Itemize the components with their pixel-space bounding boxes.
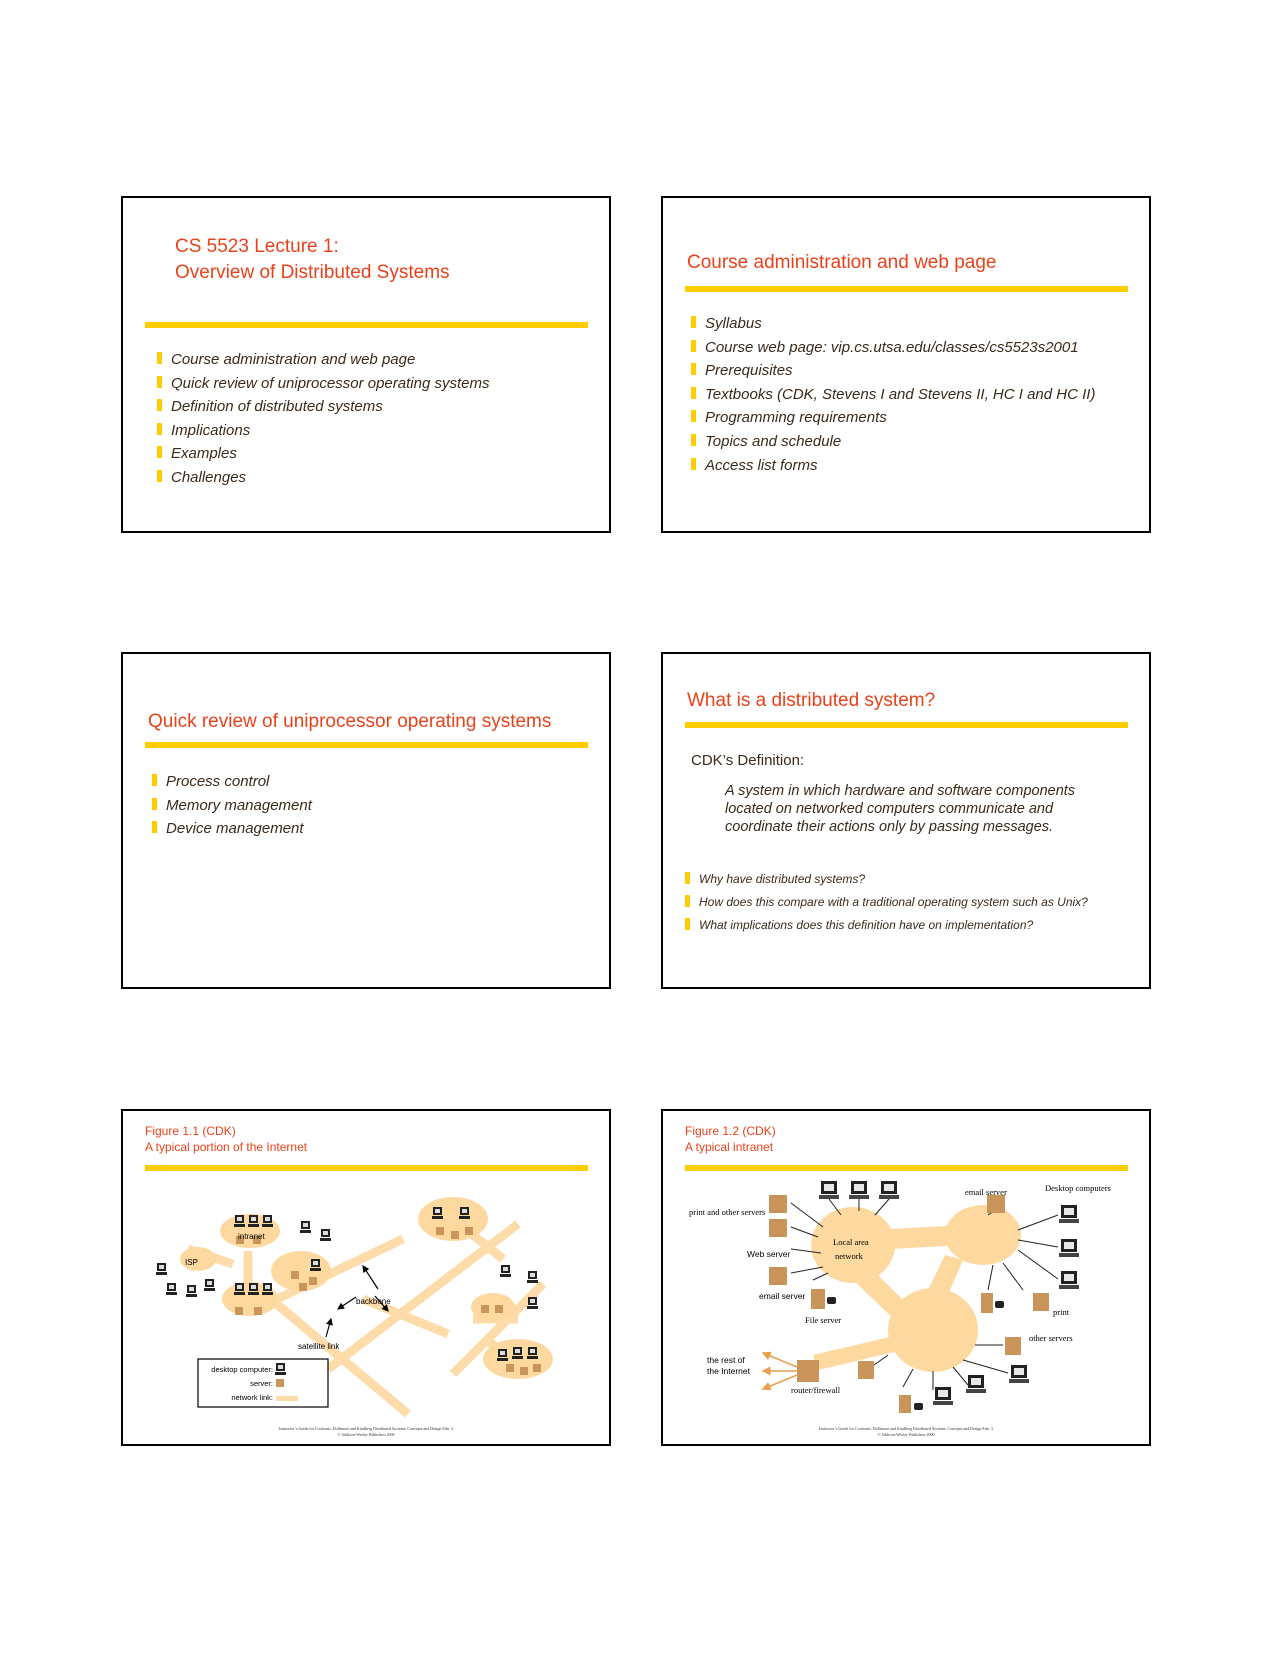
bullet-item: Prerequisites (691, 359, 1095, 383)
bullet-item: Definition of distributed systems (157, 395, 489, 419)
intranet-label: intranet (238, 1232, 265, 1241)
internet-arrows (763, 1353, 797, 1389)
bullet-item: Examples (157, 442, 489, 466)
bullet-item: How does this compare with a traditional operating system such as Unix? (685, 891, 1088, 914)
figure-title-line-2: A typical portion of the Internet (145, 1140, 308, 1154)
file-server-label: File server (805, 1315, 842, 1325)
slide-3 (121, 652, 611, 989)
bullet-item: Course administration and web page (157, 348, 489, 372)
legend-link-swatch (276, 1396, 298, 1401)
email-server-top-label: email server (965, 1187, 1007, 1197)
email-server-label: email server (759, 1291, 806, 1301)
lan-label-line-1: Local area (833, 1237, 869, 1247)
slide-footer (663, 1426, 1149, 1438)
other-servers-label: other servers (1029, 1333, 1073, 1343)
definition-text (725, 782, 1075, 836)
figure-title-line-1: Figure 1.2 (CDK) (685, 1124, 776, 1138)
definition-line-3: coordinate their actions only by passing messages. (725, 819, 1054, 835)
bullet-list (685, 868, 1088, 937)
slide-title (175, 234, 450, 286)
title-line-2: Overview of Distributed Systems (175, 262, 450, 283)
slide-6 (661, 1109, 1151, 1446)
figure-title-line-2: A typical intranet (685, 1140, 774, 1154)
print-label: print (1053, 1307, 1070, 1317)
definition-line-2: located on networked computers communicate and (725, 801, 1054, 817)
footer-line-1: Instructor’s Guide for Coulouris, Dollimore and Kindberg Distributed Systems: Concepts and Design Edn. 3 (819, 1426, 993, 1431)
slide-4 (661, 652, 1151, 989)
footer-line-1: Instructor’s Guide for Coulouris, Dollimore and Kindberg Distributed Systems: Concepts and Design Edn. 3 (279, 1426, 453, 1431)
satellite-label: satellite link (298, 1342, 340, 1351)
figure-title-line-1: Figure 1.1 (CDK) (145, 1124, 236, 1138)
footer-line-2: © Addison-Wesley Publishers 2000 (337, 1432, 395, 1437)
desktop-computers-label: Desktop computers (1045, 1183, 1111, 1193)
bullet-item: Process control (152, 770, 312, 794)
bullet-item: What implications does this definition have on implementation? (685, 914, 1088, 937)
title-rule (145, 742, 588, 748)
intranet-diagram (663, 1175, 1149, 1415)
router-label: router/firewall (791, 1385, 841, 1395)
slide-footer (123, 1426, 609, 1438)
lan-shapes (811, 1205, 1021, 1372)
bullet-item: Syllabus (691, 312, 1095, 336)
lan-label-line-2: network (835, 1251, 863, 1261)
legend-server-label: server: (250, 1379, 273, 1388)
bullet-item: Programming requirements (691, 406, 1095, 430)
legend-server-icon (276, 1379, 284, 1387)
title-rule (685, 1165, 1128, 1171)
bullet-list (152, 770, 312, 841)
definition-line-1: A system in which hardware and software components (725, 783, 1076, 799)
footer-line-2: © Addison-Wesley Publishers 2000 (877, 1432, 935, 1437)
legend-desktop-label: desktop computer: (211, 1365, 273, 1374)
definition-label: CDK’s Definition: (691, 752, 805, 769)
internet-diagram (123, 1179, 609, 1419)
figure-title (685, 1123, 776, 1155)
bullet-list (691, 312, 1095, 477)
legend-desktop-icon (275, 1363, 286, 1375)
title-rule (685, 286, 1128, 292)
bullet-item: Challenges (157, 466, 489, 490)
figure-title (145, 1123, 307, 1155)
title-rule (685, 722, 1128, 728)
bullet-item: Implications (157, 419, 489, 443)
rest-label-line-1: the rest of (707, 1355, 745, 1365)
slide-1 (121, 196, 611, 533)
bullet-item: Memory management (152, 794, 312, 818)
legend-link-label: network link: (231, 1393, 273, 1402)
slide-2 (661, 196, 1151, 533)
bullet-item: Course web page: vip.cs.utsa.edu/classes/cs5523s2001 (691, 336, 1095, 360)
slide-title: What is a distributed system? (687, 690, 936, 711)
slide-5 (121, 1109, 611, 1446)
bullet-item: Textbooks (CDK, Stevens I and Stevens II, HC I and HC II) (691, 383, 1095, 407)
slide-title: Course administration and web page (687, 252, 997, 273)
bullet-item: Why have distributed systems? (685, 868, 1088, 891)
bullet-list (157, 348, 489, 490)
title-rule (145, 1165, 588, 1171)
web-server-label: Web server (747, 1249, 791, 1259)
print-other-label: print and other servers (689, 1207, 766, 1217)
bullet-item: Quick review of uniprocessor operating systems (157, 372, 489, 396)
bullet-item: Device management (152, 817, 312, 841)
rest-label-line-2: the Internet (707, 1366, 751, 1376)
bullet-item: Access list forms (691, 454, 1095, 478)
legend (198, 1359, 328, 1407)
title-rule (145, 322, 588, 328)
slide-title: Quick review of uniprocessor operating systems (148, 711, 552, 732)
backbone-label: backbone (356, 1297, 391, 1306)
bullet-item: Topics and schedule (691, 430, 1095, 454)
title-line-1: CS 5523 Lecture 1: (175, 236, 339, 257)
isp-label: ISP (185, 1258, 198, 1267)
